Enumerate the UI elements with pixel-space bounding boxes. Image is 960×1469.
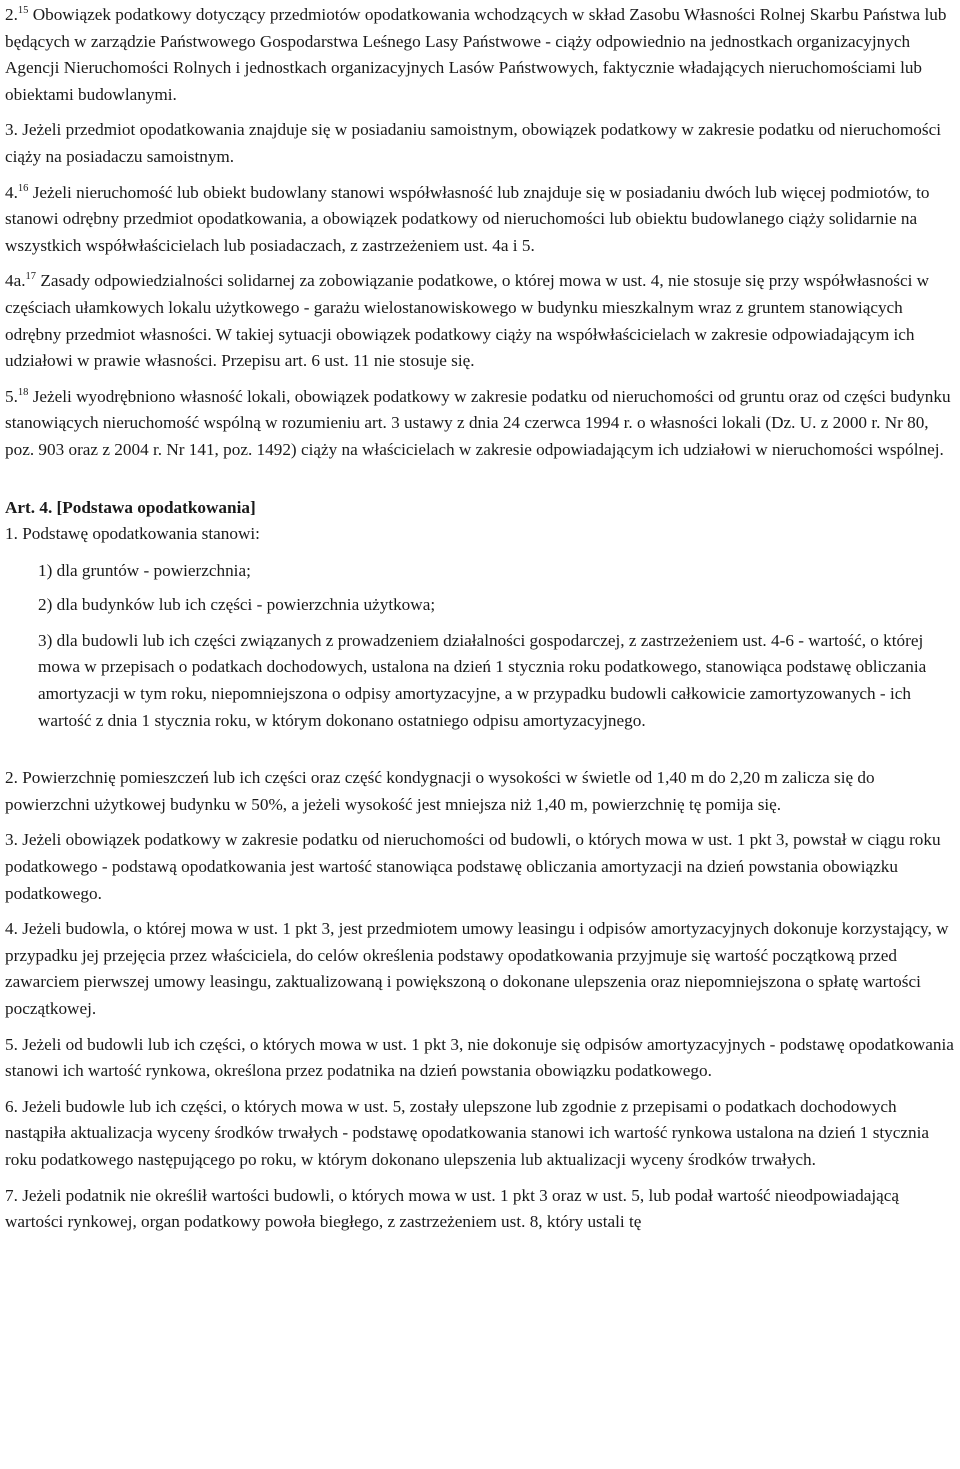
section-6	[5, 1094, 955, 1174]
article-intro: 1. Podstawę opodatkowania stanowi:	[5, 524, 260, 544]
footnote-ref[interactable]: 18	[17, 386, 29, 398]
paragraph-text: Jeżeli wyodrębniono własność lokali, obowiązek podatkowy w zakresie podatku od nieruchomości od gruntu oraz od części budynku stanowiących nieruchomość wspólną w rozumieniu	[5, 386, 951, 433]
paragraph-text: ustawy z dnia 24 czerwca 1994 r. o własności lokali (Dz. U. z 2000 r. Nr 80, poz. 903 oraz z 2004 r. Nr 141, poz. 1492) ciąży na właścicielach w zakresie odpowiadającym ich udziałowi w nieruchomości wspólnej.	[5, 413, 944, 459]
section-4: 4. Jeżeli budowla, o której mowa w ust. 1 pkt 3, jest przedmiotem umowy leasingu i odpisów amortyzacyjnych dokonuje korzystający, w przypadku jej przejęcia przez właściciela, do celów określenia podstawy opodatkowania przyjmuje się wartość początkową przed zawarciem pierwszej umowy leasingu, zaktualizowaną i powiększoną o dokonane ulepszenia oraz niepomniejszona o spłatę wartości początkowej.	[5, 919, 949, 1018]
paragraph-3	[5, 117, 955, 170]
spacer	[5, 743, 955, 765]
section-text: o podatkach dochodowych nastąpiła aktualizacja wyceny środków trwałych - podstawę opodatkowania stanowi ich wartość rynkowa ustalona na dzień 1 stycznia roku podatkowego następującego po roku, w którym dokonano ulepszenia lub aktualizacji wyceny środków trwałych.	[5, 1096, 930, 1169]
section-2: 2. Powierzchnię pomieszczeń lub ich części oraz część kondygnacji o wysokości w świetle od 1,40 m do 2,20 m zalicza się do powierzchni użytkowej budynku w 50%, a jeżeli wysokość jest mniejsza niż 1,40 m, powierzchnię tę pomija się.	[5, 768, 875, 814]
section-text: 6. Jeżeli budowle lub ich części, o których mowa w ust. 5, zostały ulepszone lub zgodnie z	[5, 1096, 633, 1116]
paragraph-5	[5, 384, 955, 464]
list-item-text: o podatkach dochodowych, ustalona na dzień 1 stycznia roku podatkowego, stanowiąca podstawę obliczania amortyzacji w tym roku, niepomniejszona o odpisy amortyzacyjne, a w przypadku budowli całkowicie zamortyzowanych - ich wartość z dnia 1 stycznia roku, w którym dokonano ostatniego odpisu amortyzacyjnego.	[38, 657, 927, 730]
paragraph-number: 2.	[5, 5, 18, 24]
article-heading: Art. 4. [Podstawa opodatkowania]	[5, 497, 256, 517]
list-item-text: 3) dla budowli lub ich części związanych z prowadzeniem działalności gospodarczej, z zastrzeżeniem ust. 4-6 - wartość, o której mowa w	[38, 630, 924, 677]
paragraph-text: 3. Jeżeli przedmiot opodatkowania znajduje się w posiadaniu samoistnym, obowiązek podatkowy w zakresie podatku od nieruchomości ciąży na posiadaczu samoistnym.	[5, 120, 941, 166]
list-item-1: 1) dla gruntów - powierzchnia;	[38, 560, 251, 580]
footnote-ref[interactable]: 17	[25, 271, 37, 283]
regulations-link[interactable]: przepisach	[101, 657, 175, 677]
list-item-3	[38, 628, 955, 734]
footnote-ref[interactable]: 15	[17, 5, 29, 16]
regulations-link[interactable]: przepisami	[632, 1096, 709, 1116]
article-link[interactable]: art. 3	[364, 413, 400, 433]
section-5: 5. Jeżeli od budowli lub ich części, o których mowa w ust. 1 pkt 3, nie dokonuje się odpisów amortyzacyjnych - podstawę opodatkowania stanowi ich wartość rynkowa, określona przez podatnika na dzień powstania obowiązku podatkowego.	[5, 1034, 954, 1081]
paragraph-2	[5, 2, 955, 108]
paragraph-number: 5.	[5, 386, 18, 406]
section-3: 3. Jeżeli obowiązek podatkowy w zakresie podatku od nieruchomości od budowli, o których mowa w ust. 1 pkt 3, powstał w ciągu roku podatkowego - podstawą opodatkowania jest wartość stanowiąca podstawę obliczania amortyzacji na dzień powstania obowiązku podatkowego.	[5, 830, 941, 903]
spacer	[5, 473, 955, 495]
paragraph-4	[5, 180, 955, 260]
paragraph-text: Obowiązek podatkowy dotyczący przedmiotów opodatkowania wchodzących w skład Zasobu Własności Rolnej Skarbu Państwa lub będących w zarządzie Państwowego Gospodarstwa Leśnego Lasy Państwowe - ciąży odpowiednio na jednostkach organizacyjnych Agencji Nieruchomości Rolnych i jednostkach organizacyjnych Lasów Państwowych, faktycznie władających nieruchomościami lub obiektami budowlanymi.	[5, 5, 947, 104]
paragraph-text: Zasady odpowiedzialności solidarnej za zobowiązanie podatkowe, o której mowa w ust. 4, nie stosuje się przy współwłasności w częściach ułamkowych lokalu użytkowego - garażu wielostanowiskowego w budynku mieszkalnym wraz z gruntem stanowiących odrębny przedmiot własności. W takiej sytuacji obowiązek podatkowy ciąży na współwłaścicielach w zakresie odpowiadającym ich udziałowi w prawie własności. Przepisu art. 6 ust. 11 nie stosuje się.	[5, 271, 930, 371]
paragraph-text: Jeżeli nieruchomość lub obiekt budowlany stanowi współwłasność lub znajduje się w posiadaniu dwóch lub więcej podmiotów, to stanowi odrębny przedmiot opodatkowania, a obowiązek podatkowy od nieruchomości lub obiektu budowlanego ciąży solidarnie na wszystkich współwłaścicielach lub posiadaczach, z zastrzeżeniem ust. 4a i 5.	[5, 182, 930, 255]
paragraph-number: 4.	[5, 182, 18, 202]
section-7: 7. Jeżeli podatnik nie określił wartości budowli, o których mowa w ust. 1 pkt 3 oraz w ust. 5, lub podał wartość nieodpowiadającą wartości rynkowej, organ podatkowy powoła biegłego, z zastrzeżeniem ust. 8, który ustali tę	[5, 1185, 900, 1232]
list-item-2: 2) dla budynków lub ich części - powierzchnia użytkowa;	[38, 595, 436, 615]
footnote-ref[interactable]: 16	[17, 182, 29, 194]
paragraph-4a	[5, 268, 955, 374]
paragraph-number: 4a.	[5, 271, 26, 291]
